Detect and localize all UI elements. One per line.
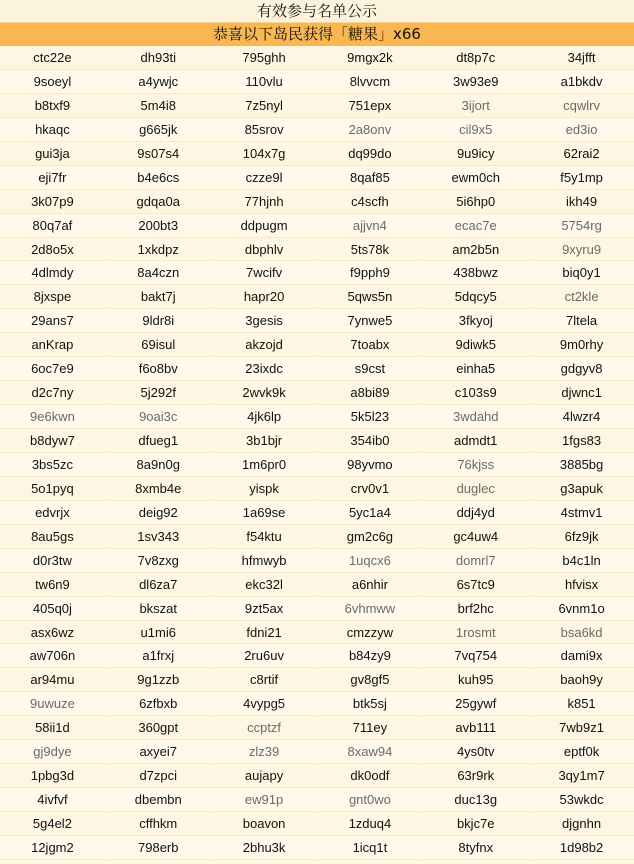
participant-name-cell: brf2hc bbox=[423, 597, 528, 621]
participant-name-cell: dl6za7 bbox=[106, 573, 211, 597]
participant-name-cell: c8rtif bbox=[212, 668, 317, 692]
participant-name-cell: a6nhir bbox=[318, 573, 423, 597]
participant-name-cell: biq0y1 bbox=[529, 261, 634, 285]
participant-name-cell: baoh9y bbox=[529, 668, 634, 692]
participant-name-cell: b4e6cs bbox=[106, 166, 211, 190]
participant-name-cell: 6vhmww bbox=[318, 597, 423, 621]
participant-name-cell: 1xkdpz bbox=[106, 238, 211, 262]
participant-name-cell: 98yvmo bbox=[318, 453, 423, 477]
participant-name-cell: 8jxspe bbox=[0, 285, 105, 309]
participant-name-cell: djwnc1 bbox=[529, 381, 634, 405]
participant-name-cell: 2wvk9k bbox=[212, 381, 317, 405]
participant-name-cell: bakt7j bbox=[106, 285, 211, 309]
page-subtitle: 恭喜以下岛民获得「糖果」x66 bbox=[0, 23, 634, 46]
participant-name-cell: edvrjx bbox=[0, 501, 105, 525]
participant-name-cell: kuh95 bbox=[423, 668, 528, 692]
participant-name-cell: asx6wz bbox=[0, 621, 105, 645]
participant-name-cell: zlz39 bbox=[212, 740, 317, 764]
participant-name-cell: 1pbg3d bbox=[0, 764, 105, 788]
participant-name-cell: ewm0ch bbox=[423, 166, 528, 190]
participant-name-cell: deig92 bbox=[106, 501, 211, 525]
participant-name-cell: f5y1mp bbox=[529, 166, 634, 190]
participant-name-cell: 8tyfnx bbox=[423, 836, 528, 860]
participant-name-cell: 5yc1a4 bbox=[318, 501, 423, 525]
participant-name-cell: 29ans7 bbox=[0, 309, 105, 333]
participant-name-cell: 7z5nyl bbox=[212, 94, 317, 118]
participant-name-cell: 5qws5n bbox=[318, 285, 423, 309]
participant-name-cell: 2ru6uv bbox=[212, 644, 317, 668]
participant-name-cell: ddj4yd bbox=[423, 501, 528, 525]
participant-name-cell: cffhkm bbox=[106, 812, 211, 836]
participant-name-cell: a4ywjc bbox=[106, 70, 211, 94]
participant-name-cell: 12jgm2 bbox=[0, 836, 105, 860]
participant-name-cell: boavon bbox=[212, 812, 317, 836]
participant-name-cell: ikh49 bbox=[529, 190, 634, 214]
participant-name-cell: 69isul bbox=[106, 333, 211, 357]
participant-name-cell: c103s9 bbox=[423, 381, 528, 405]
participant-name-cell: 1fgs83 bbox=[529, 429, 634, 453]
participant-name-cell: a1bkdv bbox=[529, 70, 634, 94]
participant-name-cell: hapr20 bbox=[212, 285, 317, 309]
participant-name-cell: dfueg1 bbox=[106, 429, 211, 453]
participant-name-cell: dt8p7c bbox=[423, 46, 528, 70]
participant-name-cell: hkaqc bbox=[0, 118, 105, 142]
participant-name-cell: avb111 bbox=[423, 716, 528, 740]
participant-name-cell: gm2c6g bbox=[318, 525, 423, 549]
participant-name-cell: 80q7af bbox=[0, 214, 105, 238]
participant-name-cell: cqwlrv bbox=[529, 94, 634, 118]
participant-name-cell: s9cst bbox=[318, 357, 423, 381]
participant-name-cell: 9mgx2k bbox=[318, 46, 423, 70]
participant-name-cell: 8lvvcm bbox=[318, 70, 423, 94]
participant-name-cell: 354ib0 bbox=[318, 429, 423, 453]
participant-name-cell: 5754rg bbox=[529, 214, 634, 238]
participant-name-cell: 58ii1d bbox=[0, 716, 105, 740]
participant-name-cell: ctc22e bbox=[0, 46, 105, 70]
participant-name-cell: 8au5gs bbox=[0, 525, 105, 549]
participant-name-cell: 1icq1t bbox=[318, 836, 423, 860]
page-title: 有效参与名单公示 bbox=[0, 0, 634, 23]
participant-name-cell: u1mi6 bbox=[106, 621, 211, 645]
participant-name-cell: am2b5n bbox=[423, 238, 528, 262]
participant-name-cell: gc4uw4 bbox=[423, 525, 528, 549]
participant-name-cell: 7toabx bbox=[318, 333, 423, 357]
participant-name-cell: 1uqcx6 bbox=[318, 549, 423, 573]
participant-name-cell: tw6n9 bbox=[0, 573, 105, 597]
participant-name-cell: 9g1zzb bbox=[106, 668, 211, 692]
participant-name-cell: 9u9icy bbox=[423, 142, 528, 166]
participant-name-cell: g665jk bbox=[106, 118, 211, 142]
participant-name-cell: ew91p bbox=[212, 788, 317, 812]
participant-name-cell: 3b1bjr bbox=[212, 429, 317, 453]
participant-name-cell: dbembn bbox=[106, 788, 211, 812]
participant-name-cell: 795ghh bbox=[212, 46, 317, 70]
participant-name-cell: 4stmv1 bbox=[529, 501, 634, 525]
participant-name-cell: 1m6pr0 bbox=[212, 453, 317, 477]
participant-name-cell: czze9l bbox=[212, 166, 317, 190]
participant-name-cell: 4jk6lp bbox=[212, 405, 317, 429]
participant-name-cell: f9pph9 bbox=[318, 261, 423, 285]
participant-name-cell: duc13g bbox=[423, 788, 528, 812]
participant-name-cell: aw706n bbox=[0, 644, 105, 668]
participant-name-cell: 360gpt bbox=[106, 716, 211, 740]
participant-name-cell: 9m0rhy bbox=[529, 333, 634, 357]
participant-name-cell: g3apuk bbox=[529, 477, 634, 501]
participant-name-cell: 5g4el2 bbox=[0, 812, 105, 836]
participant-name-cell: 8a9n0g bbox=[106, 453, 211, 477]
participant-name-cell: crv0v1 bbox=[318, 477, 423, 501]
participant-name-cell: bsa6kd bbox=[529, 621, 634, 645]
participant-name-cell: 7wb9z1 bbox=[529, 716, 634, 740]
participant-name-cell: 3qy1m7 bbox=[529, 764, 634, 788]
participant-name-cell: admdt1 bbox=[423, 429, 528, 453]
participant-name-cell: ed3io bbox=[529, 118, 634, 142]
participant-name-cell: 1a69se bbox=[212, 501, 317, 525]
participant-name-cell: bkjc7e bbox=[423, 812, 528, 836]
participant-name-cell: d7zpci bbox=[106, 764, 211, 788]
participant-name-cell: d0r3tw bbox=[0, 549, 105, 573]
participant-name-cell: dk0odf bbox=[318, 764, 423, 788]
participant-name-cell: axyei7 bbox=[106, 740, 211, 764]
participant-name-cell: 7v8zxg bbox=[106, 549, 211, 573]
participant-name-cell: aujapy bbox=[212, 764, 317, 788]
participant-name-cell: 9xyru9 bbox=[529, 238, 634, 262]
participant-name-cell: 4dlmdy bbox=[0, 261, 105, 285]
participant-name-cell: 5o1pyq bbox=[0, 477, 105, 501]
participant-name-cell: 9e6kwn bbox=[0, 405, 105, 429]
participant-name-cell: f6o8bv bbox=[106, 357, 211, 381]
participant-name-cell: 3885bg bbox=[529, 453, 634, 477]
participant-name-cell: 1zduq4 bbox=[318, 812, 423, 836]
participant-name-cell: 9soeyl bbox=[0, 70, 105, 94]
participant-name-cell: 3fkyoj bbox=[423, 309, 528, 333]
participant-name-cell: 7ltela bbox=[529, 309, 634, 333]
participant-name-cell: 7vq754 bbox=[423, 644, 528, 668]
participant-name-cell: 76kjss bbox=[423, 453, 528, 477]
participant-name-cell: 9diwk5 bbox=[423, 333, 528, 357]
participant-name-cell: einha5 bbox=[423, 357, 528, 381]
participant-name-cell: 3wdahd bbox=[423, 405, 528, 429]
participant-name-cell: 2bhu3k bbox=[212, 836, 317, 860]
participant-name-cell: cmzzyw bbox=[318, 621, 423, 645]
participant-name-cell: 9uwuze bbox=[0, 692, 105, 716]
participant-name-cell: fdni21 bbox=[212, 621, 317, 645]
participant-name-cell: 1rosmt bbox=[423, 621, 528, 645]
participant-name-cell: 85srov bbox=[212, 118, 317, 142]
participant-name-cell: eptf0k bbox=[529, 740, 634, 764]
participant-name-cell: k851 bbox=[529, 692, 634, 716]
participant-grid bbox=[0, 46, 634, 860]
participant-name-cell: 1d98b2 bbox=[529, 836, 634, 860]
participant-name-cell: 798erb bbox=[106, 836, 211, 860]
participant-name-cell: gnt0wo bbox=[318, 788, 423, 812]
participant-name-cell: b4c1ln bbox=[529, 549, 634, 573]
participant-name-cell: 4lwzr4 bbox=[529, 405, 634, 429]
participant-name-cell: b8txf9 bbox=[0, 94, 105, 118]
participant-name-cell: 5ts78k bbox=[318, 238, 423, 262]
participant-name-cell: gdgyv8 bbox=[529, 357, 634, 381]
participant-name-cell: 6vnm1o bbox=[529, 597, 634, 621]
participant-name-cell: bkszat bbox=[106, 597, 211, 621]
participant-name-cell: 2a8onv bbox=[318, 118, 423, 142]
participant-name-cell: b84zy9 bbox=[318, 644, 423, 668]
participant-name-cell: ct2kle bbox=[529, 285, 634, 309]
participant-name-cell: akzojd bbox=[212, 333, 317, 357]
participant-name-cell: 5i6hp0 bbox=[423, 190, 528, 214]
participant-name-cell: eji7fr bbox=[0, 166, 105, 190]
participant-name-cell: cil9x5 bbox=[423, 118, 528, 142]
participant-name-cell: ar94mu bbox=[0, 668, 105, 692]
participant-name-cell: 2d8o5x bbox=[0, 238, 105, 262]
participant-name-cell: anKrap bbox=[0, 333, 105, 357]
participant-name-cell: 751epx bbox=[318, 94, 423, 118]
participant-name-cell: 9ldr8i bbox=[106, 309, 211, 333]
participant-name-cell: 6s7tc9 bbox=[423, 573, 528, 597]
participant-name-cell: 4ivfvf bbox=[0, 788, 105, 812]
participant-name-cell: 9zt5ax bbox=[212, 597, 317, 621]
participant-name-cell: 6oc7e9 bbox=[0, 357, 105, 381]
participant-name-cell: 62rai2 bbox=[529, 142, 634, 166]
participant-name-cell: 405q0j bbox=[0, 597, 105, 621]
participant-name-cell: 34jfft bbox=[529, 46, 634, 70]
participant-name-cell: 6fz9jk bbox=[529, 525, 634, 549]
participant-name-cell: dh93ti bbox=[106, 46, 211, 70]
participant-name-cell: btk5sj bbox=[318, 692, 423, 716]
participant-name-cell: 5dqcy5 bbox=[423, 285, 528, 309]
participant-name-cell: gj9dye bbox=[0, 740, 105, 764]
participant-name-cell: ddpugm bbox=[212, 214, 317, 238]
participant-name-cell: dq99do bbox=[318, 142, 423, 166]
participant-name-cell: 3w93e9 bbox=[423, 70, 528, 94]
participant-name-cell: 63r9rk bbox=[423, 764, 528, 788]
participant-name-cell: domrl7 bbox=[423, 549, 528, 573]
participant-name-cell: ekc32l bbox=[212, 573, 317, 597]
participant-name-cell: hfvisx bbox=[529, 573, 634, 597]
participant-name-cell: 8a4czn bbox=[106, 261, 211, 285]
participant-name-cell: 3ijort bbox=[423, 94, 528, 118]
participant-name-cell: 1sv343 bbox=[106, 525, 211, 549]
participant-name-cell: 6zfbxb bbox=[106, 692, 211, 716]
participant-name-cell: 8qaf85 bbox=[318, 166, 423, 190]
participant-name-cell: dbphlv bbox=[212, 238, 317, 262]
participant-name-cell: 9oai3c bbox=[106, 405, 211, 429]
participant-name-cell: gv8gf5 bbox=[318, 668, 423, 692]
participant-name-cell: 3bs5zc bbox=[0, 453, 105, 477]
participant-name-cell: a8bi89 bbox=[318, 381, 423, 405]
participant-name-cell: 25gywf bbox=[423, 692, 528, 716]
participant-name-cell: 7ynwe5 bbox=[318, 309, 423, 333]
participant-name-cell: gui3ja bbox=[0, 142, 105, 166]
participant-name-cell: a1frxj bbox=[106, 644, 211, 668]
participant-name-cell: 711ey bbox=[318, 716, 423, 740]
participant-name-cell: gdqa0a bbox=[106, 190, 211, 214]
participant-name-cell: 4vypg5 bbox=[212, 692, 317, 716]
participant-name-cell: 8xaw94 bbox=[318, 740, 423, 764]
participant-name-cell: 53wkdc bbox=[529, 788, 634, 812]
participant-name-cell: c4scfh bbox=[318, 190, 423, 214]
participant-name-cell: 77hjnh bbox=[212, 190, 317, 214]
participant-name-cell: 104x7g bbox=[212, 142, 317, 166]
participant-name-cell: dami9x bbox=[529, 644, 634, 668]
participant-name-cell: 110vlu bbox=[212, 70, 317, 94]
participant-name-cell: ccptzf bbox=[212, 716, 317, 740]
participant-name-cell: djgnhn bbox=[529, 812, 634, 836]
participant-name-cell: ajjvn4 bbox=[318, 214, 423, 238]
participant-name-cell: 3k07p9 bbox=[0, 190, 105, 214]
participant-name-cell: 3gesis bbox=[212, 309, 317, 333]
participant-name-cell: 4ys0tv bbox=[423, 740, 528, 764]
participant-name-cell: 5j292f bbox=[106, 381, 211, 405]
participant-name-cell: f54ktu bbox=[212, 525, 317, 549]
participant-name-cell: d2c7ny bbox=[0, 381, 105, 405]
participant-name-cell: 5m4i8 bbox=[106, 94, 211, 118]
participant-name-cell: 200bt3 bbox=[106, 214, 211, 238]
participant-name-cell: hfmwyb bbox=[212, 549, 317, 573]
participant-name-cell: 23ixdc bbox=[212, 357, 317, 381]
participant-name-cell: 8xmb4e bbox=[106, 477, 211, 501]
participant-name-cell: yispk bbox=[212, 477, 317, 501]
participant-name-cell: ecac7e bbox=[423, 214, 528, 238]
participant-name-cell: 7wcifv bbox=[212, 261, 317, 285]
participant-name-cell: 9s07s4 bbox=[106, 142, 211, 166]
participant-name-cell: b8dyw7 bbox=[0, 429, 105, 453]
participant-name-cell: 438bwz bbox=[423, 261, 528, 285]
participant-name-cell: duglec bbox=[423, 477, 528, 501]
participant-name-cell: 5k5l23 bbox=[318, 405, 423, 429]
